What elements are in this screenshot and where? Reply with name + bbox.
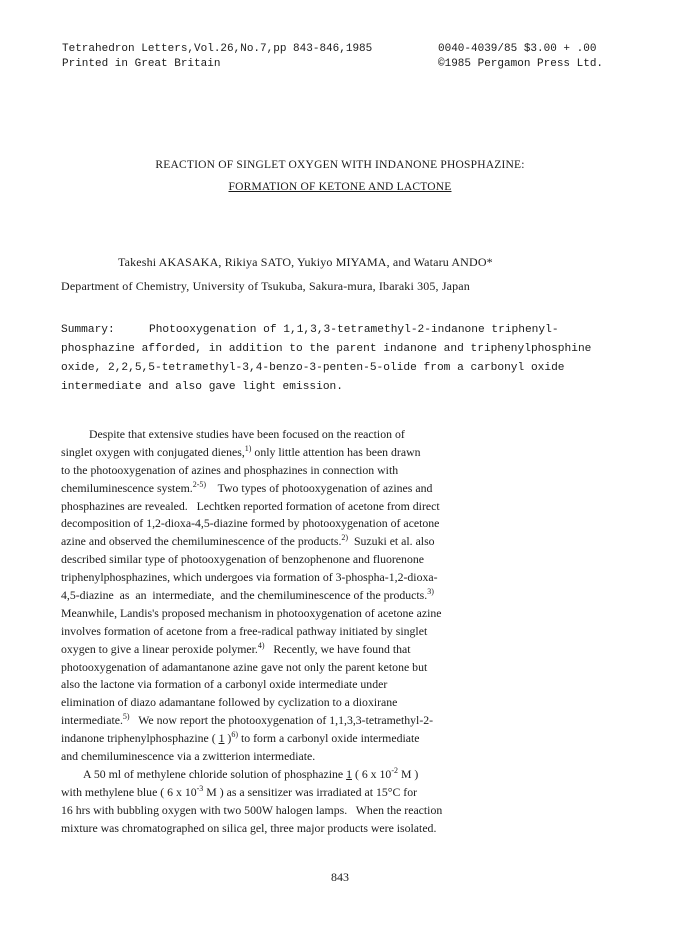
printed-in-line: Printed in Great Britain <box>62 58 221 70</box>
summary-block <box>61 321 627 397</box>
journal-citation <box>62 42 372 72</box>
body-line: 4,5-diazine as an intermediate, and the chemiluminescence of the products.$^{3)}$ <box>61 587 434 603</box>
exponent: -3 <box>196 783 204 793</box>
body-line: Despite that extensive studies have been focused on the reaction of <box>89 427 405 441</box>
body-line: indanone triphenylphosphazine ( 1 )$^{6)}$ to form a carbonyl oxide intermediate <box>61 730 420 746</box>
copyright-line: ©1985 Pergamon Press Ltd. <box>438 58 604 70</box>
compound-number: 1 <box>346 766 352 781</box>
article-title-line2: FORMATION OF KETONE AND LACTONE <box>228 181 452 193</box>
body-line: azine and observed the chemiluminescence of the products.$^{2)}$ Suzuki et al. also <box>61 533 435 549</box>
summary-line: phosphazine afforded, in addition to the parent indanone and triphenylphosphine <box>61 343 592 355</box>
body-text <box>61 426 627 837</box>
body-line: oxygen to give a linear peroxide polymer.$^{4)}$ Recently, we have found that <box>61 640 411 656</box>
exponent: -2 <box>391 765 398 775</box>
body-line: with methylene blue ( 6 x $10^{-3}$ M ) as a sensitizer was irradiated at 15°C for <box>61 783 418 799</box>
summary-line: intermediate and also gave light emission. <box>61 381 343 393</box>
body-line: to the photooxygenation of azines and phosphazines in connection with <box>61 462 399 477</box>
body-line: elimination of diazo adamantane followed by cyclization to a dioxirane <box>61 695 398 710</box>
reference-marker: 2) <box>341 533 349 543</box>
compound-number: 1 <box>218 731 225 746</box>
reference-marker: 4) <box>257 640 265 650</box>
article-title-line1: REACTION OF SINGLET OXYGEN WITH INDANONE PHOSPHAZINE: <box>155 159 525 171</box>
body-line: singlet oxygen with conjugated dienes,$^{1)}$ only little attention has been drawn <box>61 443 421 459</box>
body-line: mixture was chromatographed on silica gel, three major products were isolated. <box>61 820 437 835</box>
reference-marker: 5) <box>122 712 130 722</box>
body-line: also the lactone via formation of a carbonyl oxide intermediate under <box>61 677 388 692</box>
reference-marker: 2-5) <box>192 479 207 489</box>
body-line: decomposition of 1,2-dioxa-4,5-diazine formed by photooxygenation of acetone <box>61 516 440 531</box>
author-list: Takeshi AKASAKA, Rikiya SATO, Yukiyo MIYAMA, and Wataru ANDO* <box>118 255 493 269</box>
body-line: Meanwhile, Landis's proposed mechanism in photooxygenation of acetone azine <box>61 605 442 620</box>
copyright-block <box>438 42 603 72</box>
reference-marker: 3) <box>427 587 434 597</box>
body-line: intermediate.$^{5)}$ We now report the photooxygenation of 1,1,3,3-tetramethyl-2- <box>61 712 434 728</box>
price-code: 0040-4039/85 $3.00 + .00 <box>438 43 597 55</box>
body-line: 16 hrs with bubbling oxygen with two 500W halogen lamps. When the reaction <box>61 802 443 817</box>
citation-line: Tetrahedron Letters,Vol.26,No.7,pp 843-846,1985 <box>62 43 373 55</box>
body-line: and chemiluminescence via a zwitterion intermediate. <box>61 749 316 764</box>
body-line: A 50 ml of methylene chloride solution of phosphazine 1 ( 6 x $10^{-2}$ M ) <box>83 765 419 781</box>
summary-label: Summary: <box>61 324 115 336</box>
body-line: phosphazines are revealed. Lechtken reported formation of acetone from direct <box>61 498 440 513</box>
page-number: 843 <box>331 870 349 884</box>
summary-line: Summary: Photooxygenation of 1,1,3,3-tetramethyl-2-indanone triphenyl- <box>61 321 627 340</box>
summary-line: oxide, 2,2,5,5-tetramethyl-3,4-benzo-3-penten-5-olide from a carbonyl oxide <box>61 362 565 374</box>
affiliation: Department of Chemistry, University of Tsukuba, Sakura-mura, Ibaraki 305, Japan <box>61 279 470 293</box>
body-line: photooxygenation of adamantanone azine gave not only the parent ketone but <box>61 659 428 674</box>
reference-marker: 1) <box>244 443 252 453</box>
body-line: triphenylphosphazines, which undergoes via formation of 3-phospha-1,2-dioxa- <box>61 570 438 585</box>
body-line: described similar type of photooxygenation of benzophenone and fluorenone <box>61 552 424 567</box>
body-line: involves formation of acetone from a free-radical pathway initiated by singlet <box>61 623 428 638</box>
reference-marker: 6) <box>231 730 239 740</box>
body-line: chemiluminescence system.$^{2-5)}$ Two types of photooxygenation of azines and <box>61 479 433 495</box>
